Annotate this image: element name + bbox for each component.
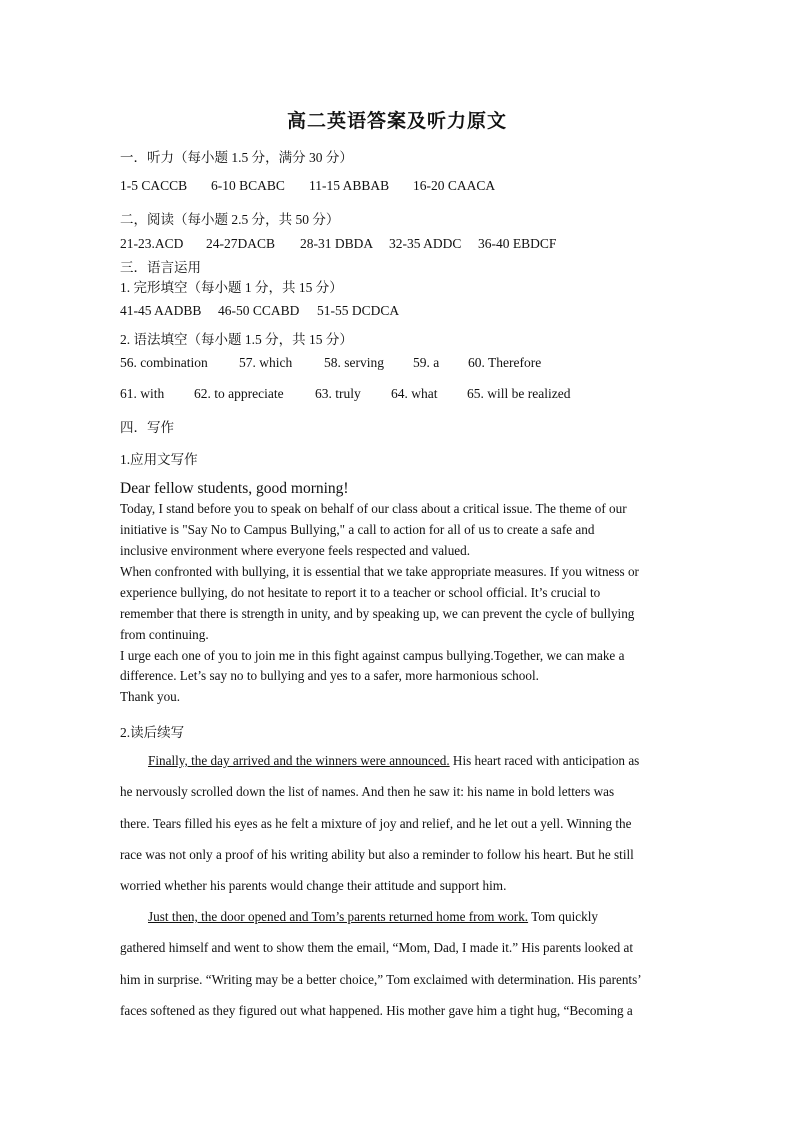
letter-line: Today, I stand before you to speak on behalf of our class about a critical issue. The theme of our <box>120 501 627 516</box>
answer-group: 11-15 ABBAB <box>309 178 390 193</box>
language-heading: 三．语言运用 <box>120 260 201 275</box>
reading-heading: 二，阅读（每小题 2.5 分，共 50 分） <box>120 212 340 227</box>
essay-text: Tom quickly <box>528 909 598 924</box>
answer-group: 51-55 DCDCA <box>317 303 400 318</box>
answer-item: 65. will be realized <box>467 386 571 401</box>
answer-item: 62. to appreciate <box>194 386 284 401</box>
answer-group: 1-5 CACCB <box>120 178 188 193</box>
essay-line: gathered himself and went to show them the email, “Mom, Dad, I made it.” His parents looked at <box>120 940 634 955</box>
letter-line: from continuing. <box>120 627 209 642</box>
letter-line: experience bullying, do not hesitate to report it to a teacher or school official. It’s crucial to <box>120 585 601 600</box>
cloze-answers <box>120 303 399 319</box>
listening-answers <box>120 178 495 194</box>
cloze-heading: 1. 完形填空（每小题 1 分，共 15 分） <box>120 280 343 295</box>
answer-group: 28-31 DBDA <box>300 236 374 251</box>
given-sentence: Just then, the door opened and Tom’s parents returned home from work. <box>148 909 529 924</box>
answer-group: 21-23.ACD <box>120 236 184 251</box>
answer-group: 6-10 BCABC <box>211 178 285 193</box>
essay-line: he nervously scrolled down the list of names. And then he saw it: his name in bold letters was <box>120 784 615 799</box>
answer-group: 36-40 EBDCF <box>478 236 557 251</box>
grammar-answers-row-1 <box>120 355 541 371</box>
writing-part1-heading: 1.应用文写作 <box>120 452 198 467</box>
reading-answers <box>120 236 556 252</box>
essay-para2-first-line <box>148 909 598 925</box>
letter-line: inclusive environment where everyone feels respected and valued. <box>120 543 471 558</box>
grammar-heading: 2. 语法填空（每小题 1.5 分，共 15 分） <box>120 332 353 347</box>
essay-para1-first-line <box>148 753 639 769</box>
page-title: 高二英语答案及听力原文 <box>286 111 507 132</box>
answer-group: 46-50 CCABD <box>218 303 300 318</box>
letter-line: Thank you. <box>120 689 181 704</box>
writing-heading: 四．写作 <box>120 420 174 435</box>
letter-greeting: Dear fellow students, good morning! <box>120 480 349 497</box>
essay-line: there. Tears filled his eyes as he felt a mixture of joy and relief, and he let out a yell. Winning the <box>120 816 632 831</box>
answer-item: 59. a <box>413 355 440 370</box>
answer-item: 57. which <box>239 355 293 370</box>
answer-group: 16-20 CAACA <box>413 178 496 193</box>
essay-line: faces softened as they figured out what happened. His mother gave him a tight hug, “Becoming a <box>120 1003 633 1018</box>
answer-item: 61. with <box>120 386 165 401</box>
answer-group: 32-35 ADDC <box>389 236 462 251</box>
answer-item: 58. serving <box>324 355 384 370</box>
answer-item: 56. combination <box>120 355 208 370</box>
letter-line: initiative is "Say No to Campus Bullying," a call to action for all of us to create a safe and <box>120 522 595 537</box>
letter-line: I urge each one of you to join me in this fight against campus bullying.Together, we can make a <box>120 648 625 663</box>
grammar-answers-row-2 <box>120 386 570 402</box>
given-sentence: Finally, the day arrived and the winners were announced. <box>148 753 450 768</box>
essay-text: His heart raced with anticipation as <box>449 753 640 768</box>
answer-group: 24-27DACB <box>206 236 276 251</box>
writing-part2-heading: 2.读后续写 <box>120 725 185 740</box>
letter-line: When confronted with bullying, it is essential that we take appropriate measures. If you witness or <box>120 564 639 579</box>
essay-line: race was not only a proof of his writing ability but also a reminder to follow his heart. But he still <box>120 847 634 862</box>
letter-line: remember that there is strength in unity, and by speaking up, we can prevent the cycle of bullying <box>120 606 635 621</box>
answer-item: 64. what <box>391 386 438 401</box>
essay-line: worried whether his parents would change their attitude and support him. <box>120 878 507 893</box>
essay-line: him in surprise. “Writing may be a better choice,” Tom exclaimed with determination. His parents’ <box>120 972 642 987</box>
letter-line: difference. Let’s say no to bullying and yes to a safer, more harmonious school. <box>120 668 539 683</box>
answer-group: 41-45 AADBB <box>120 303 202 318</box>
answer-item: 60. Therefore <box>468 355 542 370</box>
listening-heading: 一．听力（每小题 1.5 分，满分 30 分） <box>120 150 353 165</box>
answer-item: 63. truly <box>315 386 361 401</box>
